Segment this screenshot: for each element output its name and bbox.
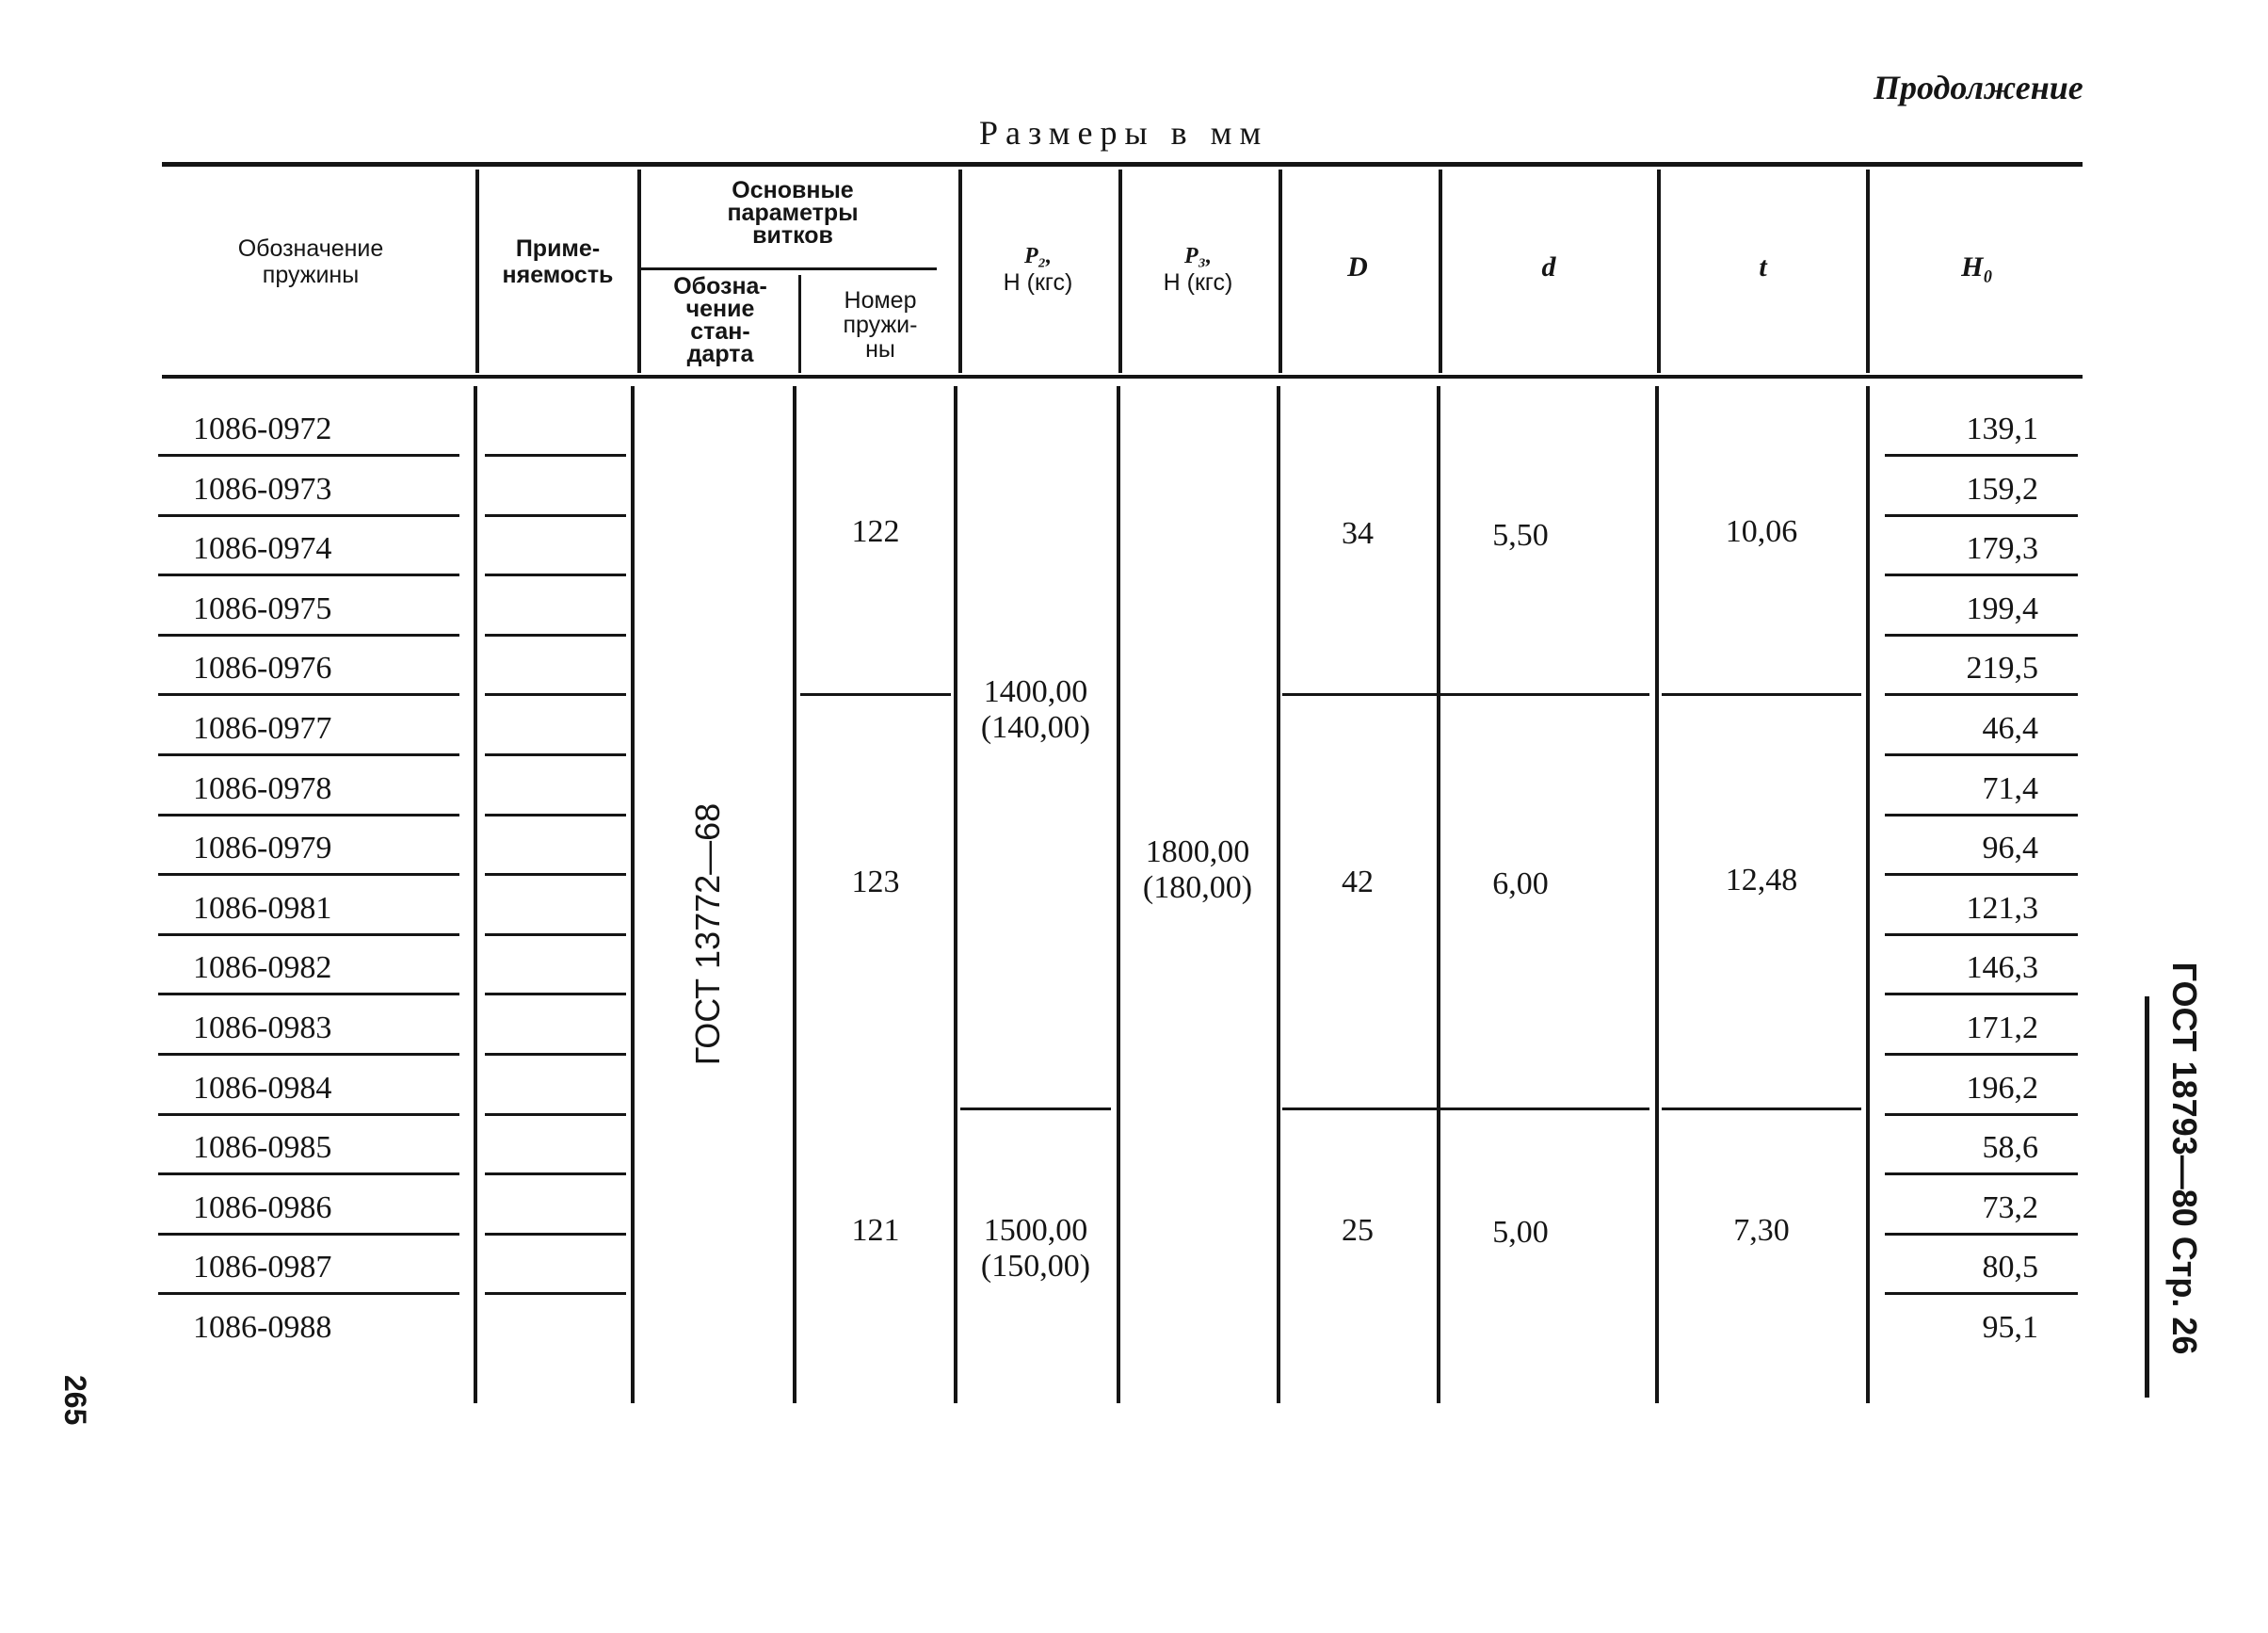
side-gost-label: ГОСТ 18793—80 Стр. 26 bbox=[2165, 962, 2204, 1355]
body-divider bbox=[474, 386, 477, 1403]
spring-code: 1086-0982 bbox=[193, 950, 332, 986]
header-applicability: Приме- няемость bbox=[502, 235, 614, 288]
body-divider bbox=[631, 386, 635, 1403]
row-underline bbox=[158, 814, 459, 816]
h0-underline bbox=[1885, 1172, 2078, 1175]
h0-value: 58,6 bbox=[1982, 1130, 2038, 1166]
spring-code: 1086-0978 bbox=[193, 770, 332, 806]
header-D: D bbox=[1347, 251, 1368, 283]
h0-value: 71,4 bbox=[1982, 770, 2038, 806]
body-divider bbox=[793, 386, 796, 1403]
body-divider bbox=[1437, 386, 1440, 1403]
p3-value: 1800,00 (180,00) bbox=[1142, 834, 1253, 905]
t-group-3: 7,30 bbox=[1733, 1213, 1790, 1248]
row-underline bbox=[158, 1172, 459, 1175]
spring-code: 1086-0974 bbox=[193, 531, 332, 567]
applicability-cell-line bbox=[485, 1292, 626, 1295]
spring-code: 1086-0988 bbox=[193, 1310, 332, 1345]
applicability-cell-line bbox=[485, 454, 626, 457]
h0-value: 96,4 bbox=[1982, 831, 2038, 866]
spring-number-group-1: 122 bbox=[851, 514, 900, 549]
d-group-1: 5,50 bbox=[1492, 518, 1549, 553]
row-underline bbox=[158, 693, 459, 696]
spring-number-group-3: 121 bbox=[851, 1213, 900, 1248]
applicability-cell-line bbox=[485, 693, 626, 696]
h0-value: 199,4 bbox=[1966, 590, 2038, 626]
table-top-rule bbox=[162, 162, 2083, 167]
h0-underline bbox=[1885, 933, 2078, 936]
row-underline bbox=[158, 1292, 459, 1295]
h0-underline bbox=[1885, 514, 2078, 517]
header-H0: H₀ bbox=[1961, 251, 1993, 283]
t-group-1: 10,06 bbox=[1725, 514, 1798, 549]
body-divider bbox=[1277, 386, 1280, 1403]
h0-value: 139,1 bbox=[1966, 412, 2038, 446]
applicability-cell-line bbox=[485, 753, 626, 756]
header-t: t bbox=[1759, 251, 1767, 283]
header-p3: P₃, Н (кгс) bbox=[1163, 244, 1233, 296]
row-underline bbox=[158, 1113, 459, 1116]
header-divider bbox=[1118, 170, 1122, 373]
row-underline bbox=[158, 514, 459, 517]
row-underline bbox=[158, 1053, 459, 1056]
units-caption: Размеры в мм bbox=[979, 114, 1269, 152]
header-divider bbox=[798, 275, 801, 373]
h0-underline bbox=[1885, 753, 2078, 756]
applicability-cell-line bbox=[485, 993, 626, 995]
header-divider bbox=[1866, 170, 1870, 373]
row-underline bbox=[158, 574, 459, 576]
header-bottom-rule bbox=[162, 375, 2083, 379]
group-separator bbox=[1662, 1108, 1861, 1110]
group-separator bbox=[960, 1108, 1111, 1110]
h0-value: 219,5 bbox=[1966, 651, 2038, 687]
h0-underline bbox=[1885, 814, 2078, 816]
header-d: d bbox=[1541, 251, 1556, 283]
applicability-cell-line bbox=[485, 634, 626, 637]
header-divider bbox=[637, 170, 641, 373]
spring-code: 1086-0976 bbox=[193, 651, 332, 687]
h0-underline bbox=[1885, 1292, 2078, 1295]
D-group-3: 25 bbox=[1342, 1213, 1374, 1248]
h0-value: 73,2 bbox=[1982, 1189, 2038, 1225]
body-divider bbox=[1655, 386, 1659, 1403]
group-separator bbox=[1282, 693, 1649, 696]
applicability-cell-line bbox=[485, 873, 626, 876]
h0-value: 46,4 bbox=[1982, 711, 2038, 746]
header-spring-number: Номер пружи- ны bbox=[843, 287, 918, 363]
spring-code: 1086-0973 bbox=[193, 471, 332, 507]
d-group-2: 6,00 bbox=[1492, 866, 1549, 901]
h0-value: 179,3 bbox=[1966, 531, 2038, 567]
applicability-cell-line bbox=[485, 1053, 626, 1056]
spring-code: 1086-0986 bbox=[193, 1189, 332, 1225]
continuation-label: Продолжение bbox=[1874, 69, 2083, 106]
header-divider bbox=[1657, 170, 1661, 373]
body-divider bbox=[954, 386, 957, 1403]
header-p2: P₂, Н (кгс) bbox=[1003, 244, 1073, 296]
spring-code: 1086-0977 bbox=[193, 711, 332, 746]
t-group-2: 12,48 bbox=[1725, 863, 1798, 897]
header-divider bbox=[475, 170, 479, 373]
p2-value-1: 1400,00 (140,00) bbox=[980, 674, 1091, 745]
h0-underline bbox=[1885, 693, 2078, 696]
spring-code: 1086-0987 bbox=[193, 1250, 332, 1285]
applicability-cell-line bbox=[485, 814, 626, 816]
header-divider bbox=[1439, 170, 1442, 373]
header-coil-params: Основные параметры витков bbox=[727, 177, 859, 249]
p2-value-2: 1500,00 (150,00) bbox=[980, 1213, 1091, 1284]
spring-code: 1086-0984 bbox=[193, 1070, 332, 1106]
side-rule bbox=[2145, 996, 2149, 1398]
h0-underline bbox=[1885, 993, 2078, 995]
h0-value: 121,3 bbox=[1966, 890, 2038, 926]
h0-value: 95,1 bbox=[1982, 1310, 2038, 1345]
h0-underline bbox=[1885, 873, 2078, 876]
h0-value: 196,2 bbox=[1966, 1070, 2038, 1106]
row-underline bbox=[158, 1233, 459, 1236]
spring-code: 1086-0981 bbox=[193, 890, 332, 926]
coil-params-subrule bbox=[640, 267, 937, 270]
body-divider bbox=[1117, 386, 1120, 1403]
spring-code: 1086-0985 bbox=[193, 1130, 332, 1166]
row-underline bbox=[158, 753, 459, 756]
body-divider bbox=[1866, 386, 1870, 1403]
row-underline bbox=[158, 873, 459, 876]
spring-code: 1086-0972 bbox=[193, 412, 332, 446]
h0-value: 159,2 bbox=[1966, 471, 2038, 507]
spring-code: 1086-0979 bbox=[193, 831, 332, 866]
header-divider bbox=[958, 170, 962, 373]
spring-code: 1086-0983 bbox=[193, 1011, 332, 1045]
group-separator bbox=[1282, 1108, 1649, 1110]
applicability-cell-line bbox=[485, 574, 626, 576]
row-underline bbox=[158, 993, 459, 995]
h0-underline bbox=[1885, 634, 2078, 637]
h0-value: 171,2 bbox=[1966, 1011, 2038, 1045]
h0-value: 146,3 bbox=[1966, 950, 2038, 986]
group-separator bbox=[800, 693, 951, 696]
row-underline bbox=[158, 454, 459, 457]
group-separator bbox=[1662, 693, 1861, 696]
D-group-2: 42 bbox=[1342, 865, 1374, 899]
page-number: 265 bbox=[58, 1375, 92, 1426]
h0-underline bbox=[1885, 1053, 2078, 1056]
applicability-cell-line bbox=[485, 514, 626, 517]
spring-code: 1086-0975 bbox=[193, 590, 332, 626]
h0-value: 80,5 bbox=[1982, 1250, 2038, 1285]
row-underline bbox=[158, 634, 459, 637]
h0-underline bbox=[1885, 574, 2078, 576]
D-group-1: 34 bbox=[1342, 516, 1374, 551]
applicability-cell-line bbox=[485, 1113, 626, 1116]
d-group-3: 5,00 bbox=[1492, 1215, 1549, 1250]
h0-underline bbox=[1885, 1233, 2078, 1236]
h0-underline bbox=[1885, 454, 2078, 457]
applicability-cell-line bbox=[485, 1172, 626, 1175]
header-standard-designation: Обозна- чение стан- дарта bbox=[673, 273, 767, 367]
spring-number-group-2: 123 bbox=[851, 865, 900, 899]
applicability-cell-line bbox=[485, 933, 626, 936]
row-underline bbox=[158, 933, 459, 936]
header-designation: Обозначение пружины bbox=[237, 235, 384, 288]
applicability-cell-line bbox=[485, 1233, 626, 1236]
standard-designation: ГОСТ 13772—68 bbox=[688, 802, 727, 1066]
h0-underline bbox=[1885, 1113, 2078, 1116]
